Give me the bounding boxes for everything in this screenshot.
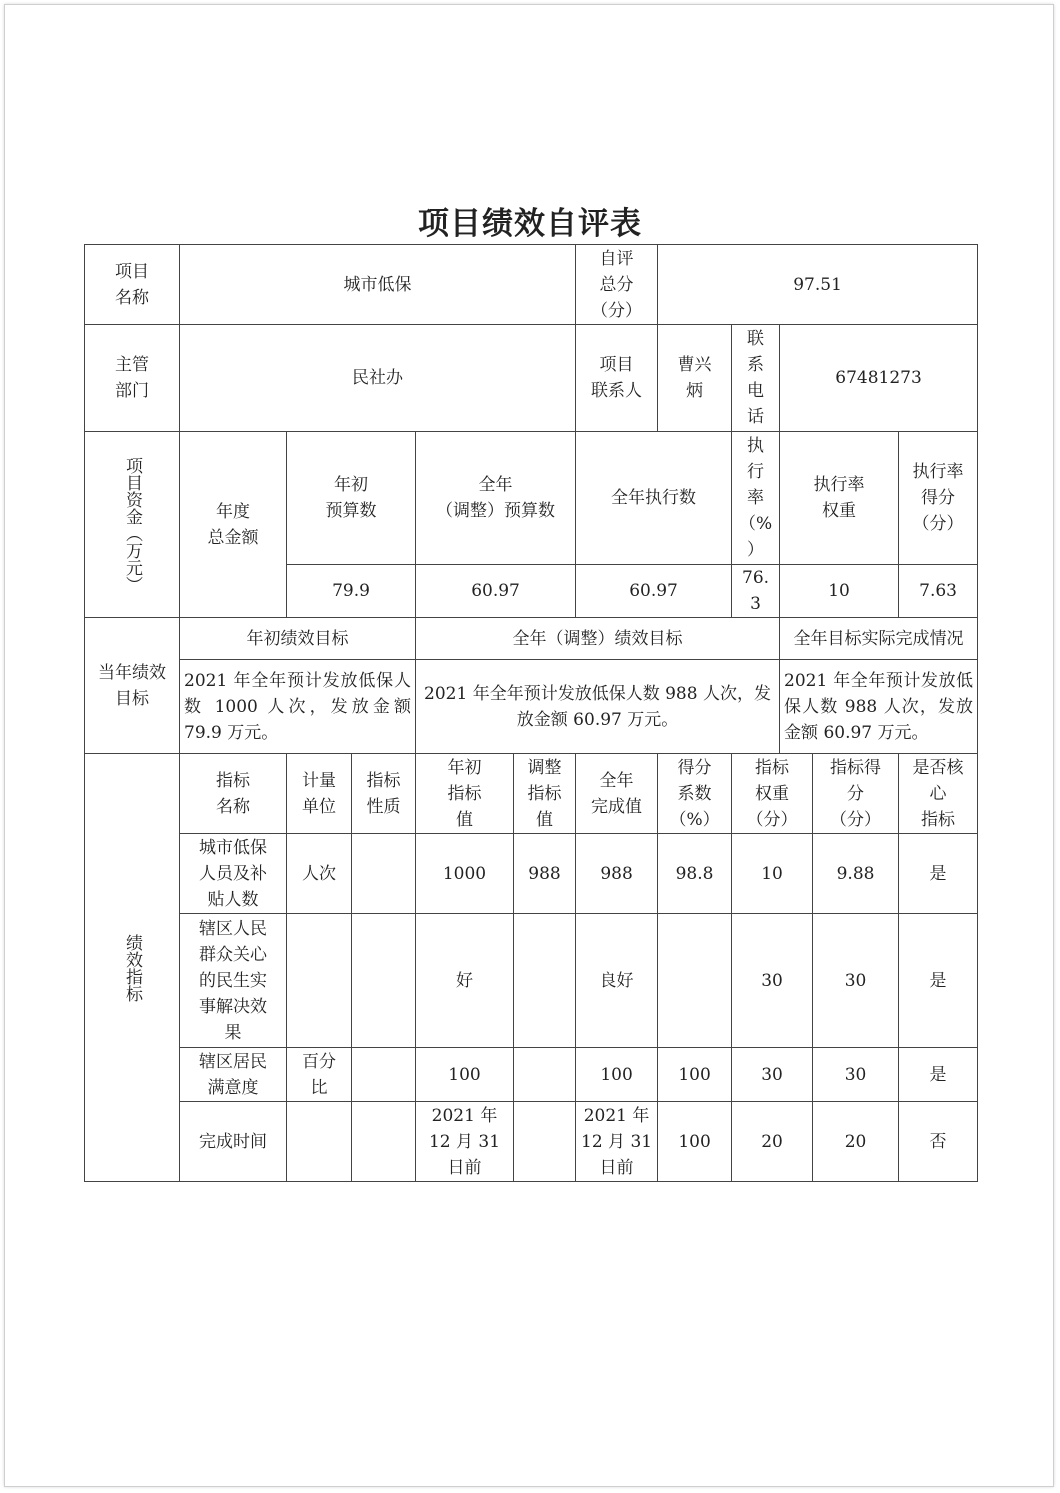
initial-budget-label: 年初 预算数: [287, 432, 416, 565]
phone-label: 联 系 电 话: [732, 325, 780, 432]
header-unit: 计量 单位: [287, 754, 352, 834]
contact-value: 曹兴 炳: [658, 325, 732, 432]
exec-rate-label: 执 行 率 （% ）: [732, 432, 780, 565]
project-name-label: 项目 名称: [85, 245, 180, 325]
indicators-label: 绩效指标: [85, 754, 180, 1182]
indicator-score: 20: [813, 1102, 899, 1182]
indicator-nature: [352, 914, 416, 1048]
document-title: 项目绩效自评表: [418, 206, 642, 242]
indicator-completed-value: 988: [576, 834, 658, 914]
header-score-coefficient: 得分 系数 （%）: [658, 754, 732, 834]
performance-table: [84, 244, 978, 1182]
contact-label: 项目 联系人: [576, 325, 658, 432]
indicator-completed-value: 良好: [576, 914, 658, 1048]
indicator-score-coefficient: 100: [658, 1102, 732, 1182]
header-initial-value: 年初 指标 值: [416, 754, 514, 834]
indicator-weight: 10: [732, 834, 813, 914]
indicator-score-coefficient: 98.8: [658, 834, 732, 914]
indicator-weight: 30: [732, 1048, 813, 1102]
exec-weight-label: 执行率 权重: [780, 432, 899, 565]
header-adjusted-value: 调整 指标 值: [514, 754, 576, 834]
executed-label: 全年执行数: [576, 432, 732, 565]
table-row: [85, 914, 978, 1048]
phone-value: 67481273: [780, 325, 978, 432]
actual-goal-label: 全年目标实际完成情况: [780, 618, 978, 660]
indicator-adjusted-value: [514, 1102, 576, 1182]
indicator-unit: [287, 1102, 352, 1182]
indicator-score-coefficient: [658, 914, 732, 1048]
indicator-core: 否: [899, 1102, 978, 1182]
indicator-adjusted-value: [514, 914, 576, 1048]
executed-value: 60.97: [576, 565, 732, 618]
indicator-name: 城市低保 人员及补 贴人数: [180, 834, 287, 914]
indicator-adjusted-value: 988: [514, 834, 576, 914]
indicator-initial-value: 2021 年 12 月 31 日前: [416, 1102, 514, 1182]
table-row: [85, 1102, 978, 1182]
indicator-nature: [352, 834, 416, 914]
header-nature: 指标 性质: [352, 754, 416, 834]
indicator-weight: 20: [732, 1102, 813, 1182]
project-name-value: 城市低保: [180, 245, 576, 325]
initial-goal-text: 2021 年全年预计发放低保人数 1000 人次，发放金额 79.9 万元。: [180, 660, 416, 754]
exec-rate-value: 76. 3: [732, 565, 780, 618]
indicator-completed-value: 2021 年 12 月 31 日前: [576, 1102, 658, 1182]
indicator-score: 9.88: [813, 834, 899, 914]
annual-total-label: 年度 总金额: [180, 432, 287, 618]
header-indicator-score: 指标得 分 （分）: [813, 754, 899, 834]
goals-label: 当年绩效 目标: [85, 618, 180, 754]
indicator-adjusted-value: [514, 1048, 576, 1102]
indicator-score: 30: [813, 914, 899, 1048]
indicator-weight: 30: [732, 914, 813, 1048]
adjusted-goal-label: 全年（调整）绩效目标: [416, 618, 780, 660]
exec-score-value: 7.63: [899, 565, 978, 618]
adjusted-budget-label: 全年 （调整）预算数: [416, 432, 576, 565]
table-row: [85, 834, 978, 914]
exec-weight-value: 10: [780, 565, 899, 618]
table-row: [85, 1048, 978, 1102]
funds-label: 项目资金（万元）: [85, 432, 180, 618]
adjusted-goal-text: 2021 年全年预计发放低保人数 988 人次，发放金额 60.97 万元。: [416, 660, 780, 754]
indicator-initial-value: 好: [416, 914, 514, 1048]
indicator-unit: [287, 914, 352, 1048]
exec-score-label: 执行率 得分 （分）: [899, 432, 978, 565]
indicator-nature: [352, 1048, 416, 1102]
header-indicator-name: 指标 名称: [180, 754, 287, 834]
indicator-core: 是: [899, 834, 978, 914]
initial-goal-label: 年初绩效目标: [180, 618, 416, 660]
indicator-initial-value: 1000: [416, 834, 514, 914]
indicator-core: 是: [899, 914, 978, 1048]
indicator-score-coefficient: 100: [658, 1048, 732, 1102]
header-completed-value: 全年 完成值: [576, 754, 658, 834]
self-score-label: 自评 总分 （分）: [576, 245, 658, 325]
indicator-initial-value: 100: [416, 1048, 514, 1102]
indicator-core: 是: [899, 1048, 978, 1102]
header-weight: 指标 权重 （分）: [732, 754, 813, 834]
indicator-completed-value: 100: [576, 1048, 658, 1102]
department-value: 民社办: [180, 325, 576, 432]
initial-budget-value: 79.9: [287, 565, 416, 618]
indicator-nature: [352, 1102, 416, 1182]
indicator-name: 辖区居民 满意度: [180, 1048, 287, 1102]
indicator-name: 完成时间: [180, 1102, 287, 1182]
adjusted-budget-value: 60.97: [416, 565, 576, 618]
indicator-score: 30: [813, 1048, 899, 1102]
self-score-value: 97.51: [658, 245, 978, 325]
indicator-unit: 百分 比: [287, 1048, 352, 1102]
actual-goal-text: 2021 年全年预计发放低保人数 988 人次，发放金额 60.97 万元。: [780, 660, 978, 754]
indicator-name: 辖区人民 群众关心 的民生实 事解决效 果: [180, 914, 287, 1048]
indicator-unit: 人次: [287, 834, 352, 914]
header-core-indicator: 是否核 心 指标: [899, 754, 978, 834]
department-label: 主管 部门: [85, 325, 180, 432]
